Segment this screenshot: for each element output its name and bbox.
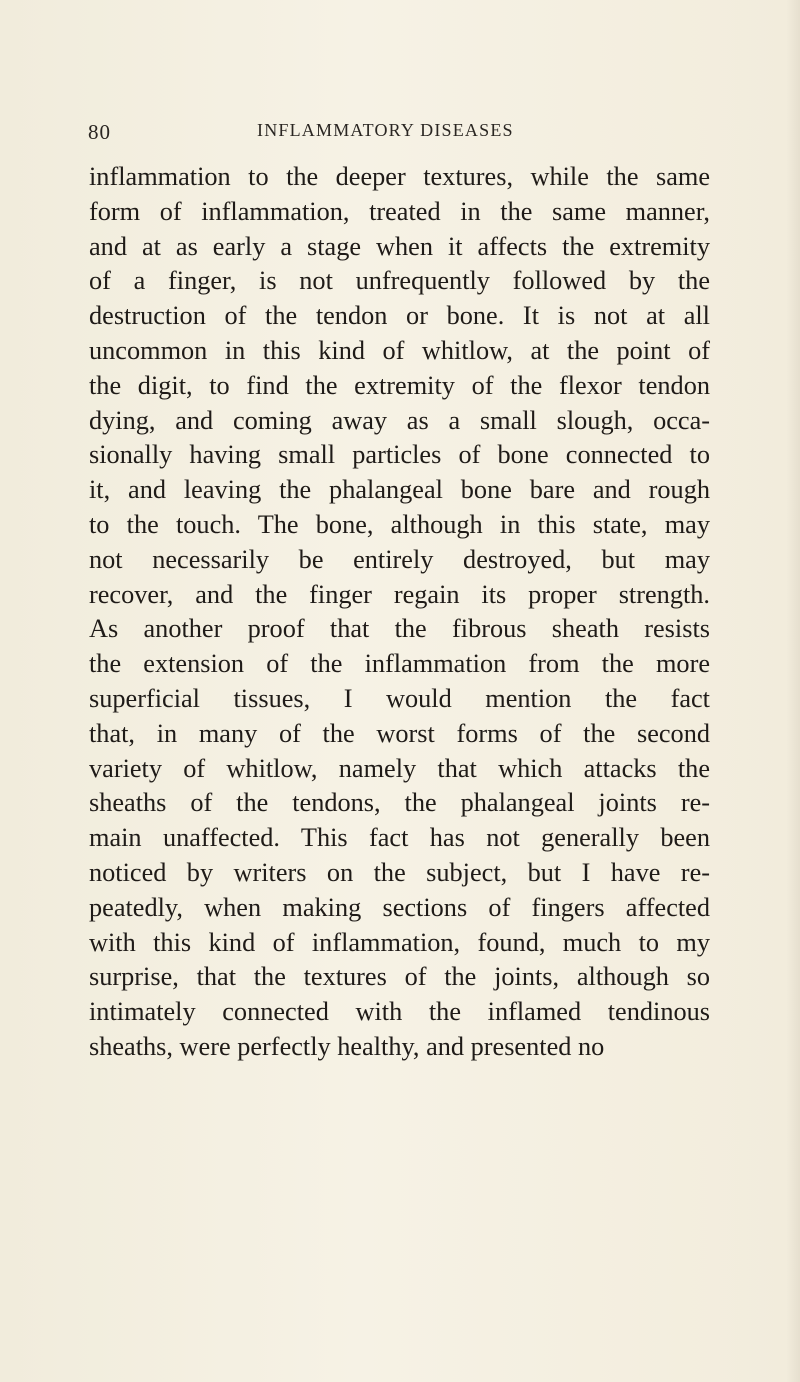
body-text — [89, 160, 710, 1065]
text-line: sheaths of the tendons, the phalangeal joints re- — [89, 788, 710, 818]
text-line: to the touch. The bone, although in this state, may — [89, 509, 710, 539]
text-line: superficial tissues, I would mention the fact — [89, 683, 710, 713]
text-line: the extension of the inflammation from the more — [89, 649, 710, 679]
text-line: with this kind of inflammation, found, much to my — [89, 927, 710, 957]
text-line: surprise, that the textures of the joints, although so — [89, 962, 710, 992]
text-line: and at as early a stage when it affects the extremity — [89, 231, 710, 261]
text-line: form of inflammation, treated in the same manner, — [89, 196, 710, 226]
text-line: dying, and coming away as a small slough, occa- — [89, 405, 710, 435]
text-line: destruction of the tendon or bone. It is not at all — [89, 301, 710, 331]
text-line: it, and leaving the phalangeal bone bare and rough — [89, 475, 710, 505]
text-line: sheaths, were perfectly healthy, and presented no — [89, 1031, 605, 1061]
text-line: uncommon in this kind of whitlow, at the point of — [89, 335, 710, 365]
text-line: variety of whitlow, namely that which attacks the — [89, 753, 710, 783]
text-line: sionally having small particles of bone connected to — [89, 440, 710, 470]
text-line: of a finger, is not unfrequently followed by the — [89, 266, 710, 296]
page-number: 80 — [88, 120, 111, 144]
text-line: inflammation to the deeper textures, while the same — [89, 162, 710, 191]
page-edge-shadow — [786, 0, 800, 1382]
text-line: peatedly, when making sections of fingers affected — [89, 892, 710, 922]
running-head-title: INFLAMMATORY DISEASES — [257, 120, 514, 140]
text-line: As another proof that the fibrous sheath resists — [89, 614, 710, 644]
text-line: noticed by writers on the subject, but I have re- — [89, 857, 710, 887]
text-line: recover, and the finger regain its proper strength. — [89, 579, 710, 609]
text-line: the digit, to find the extremity of the flexor tendon — [89, 370, 710, 400]
text-line: intimately connected with the inflamed tendinous — [89, 997, 710, 1027]
running-head — [88, 120, 728, 150]
text-line: not necessarily be entirely destroyed, but may — [89, 544, 710, 574]
text-line: that, in many of the worst forms of the second — [89, 718, 710, 748]
text-line: main unaffected. This fact has not generally been — [89, 823, 710, 853]
